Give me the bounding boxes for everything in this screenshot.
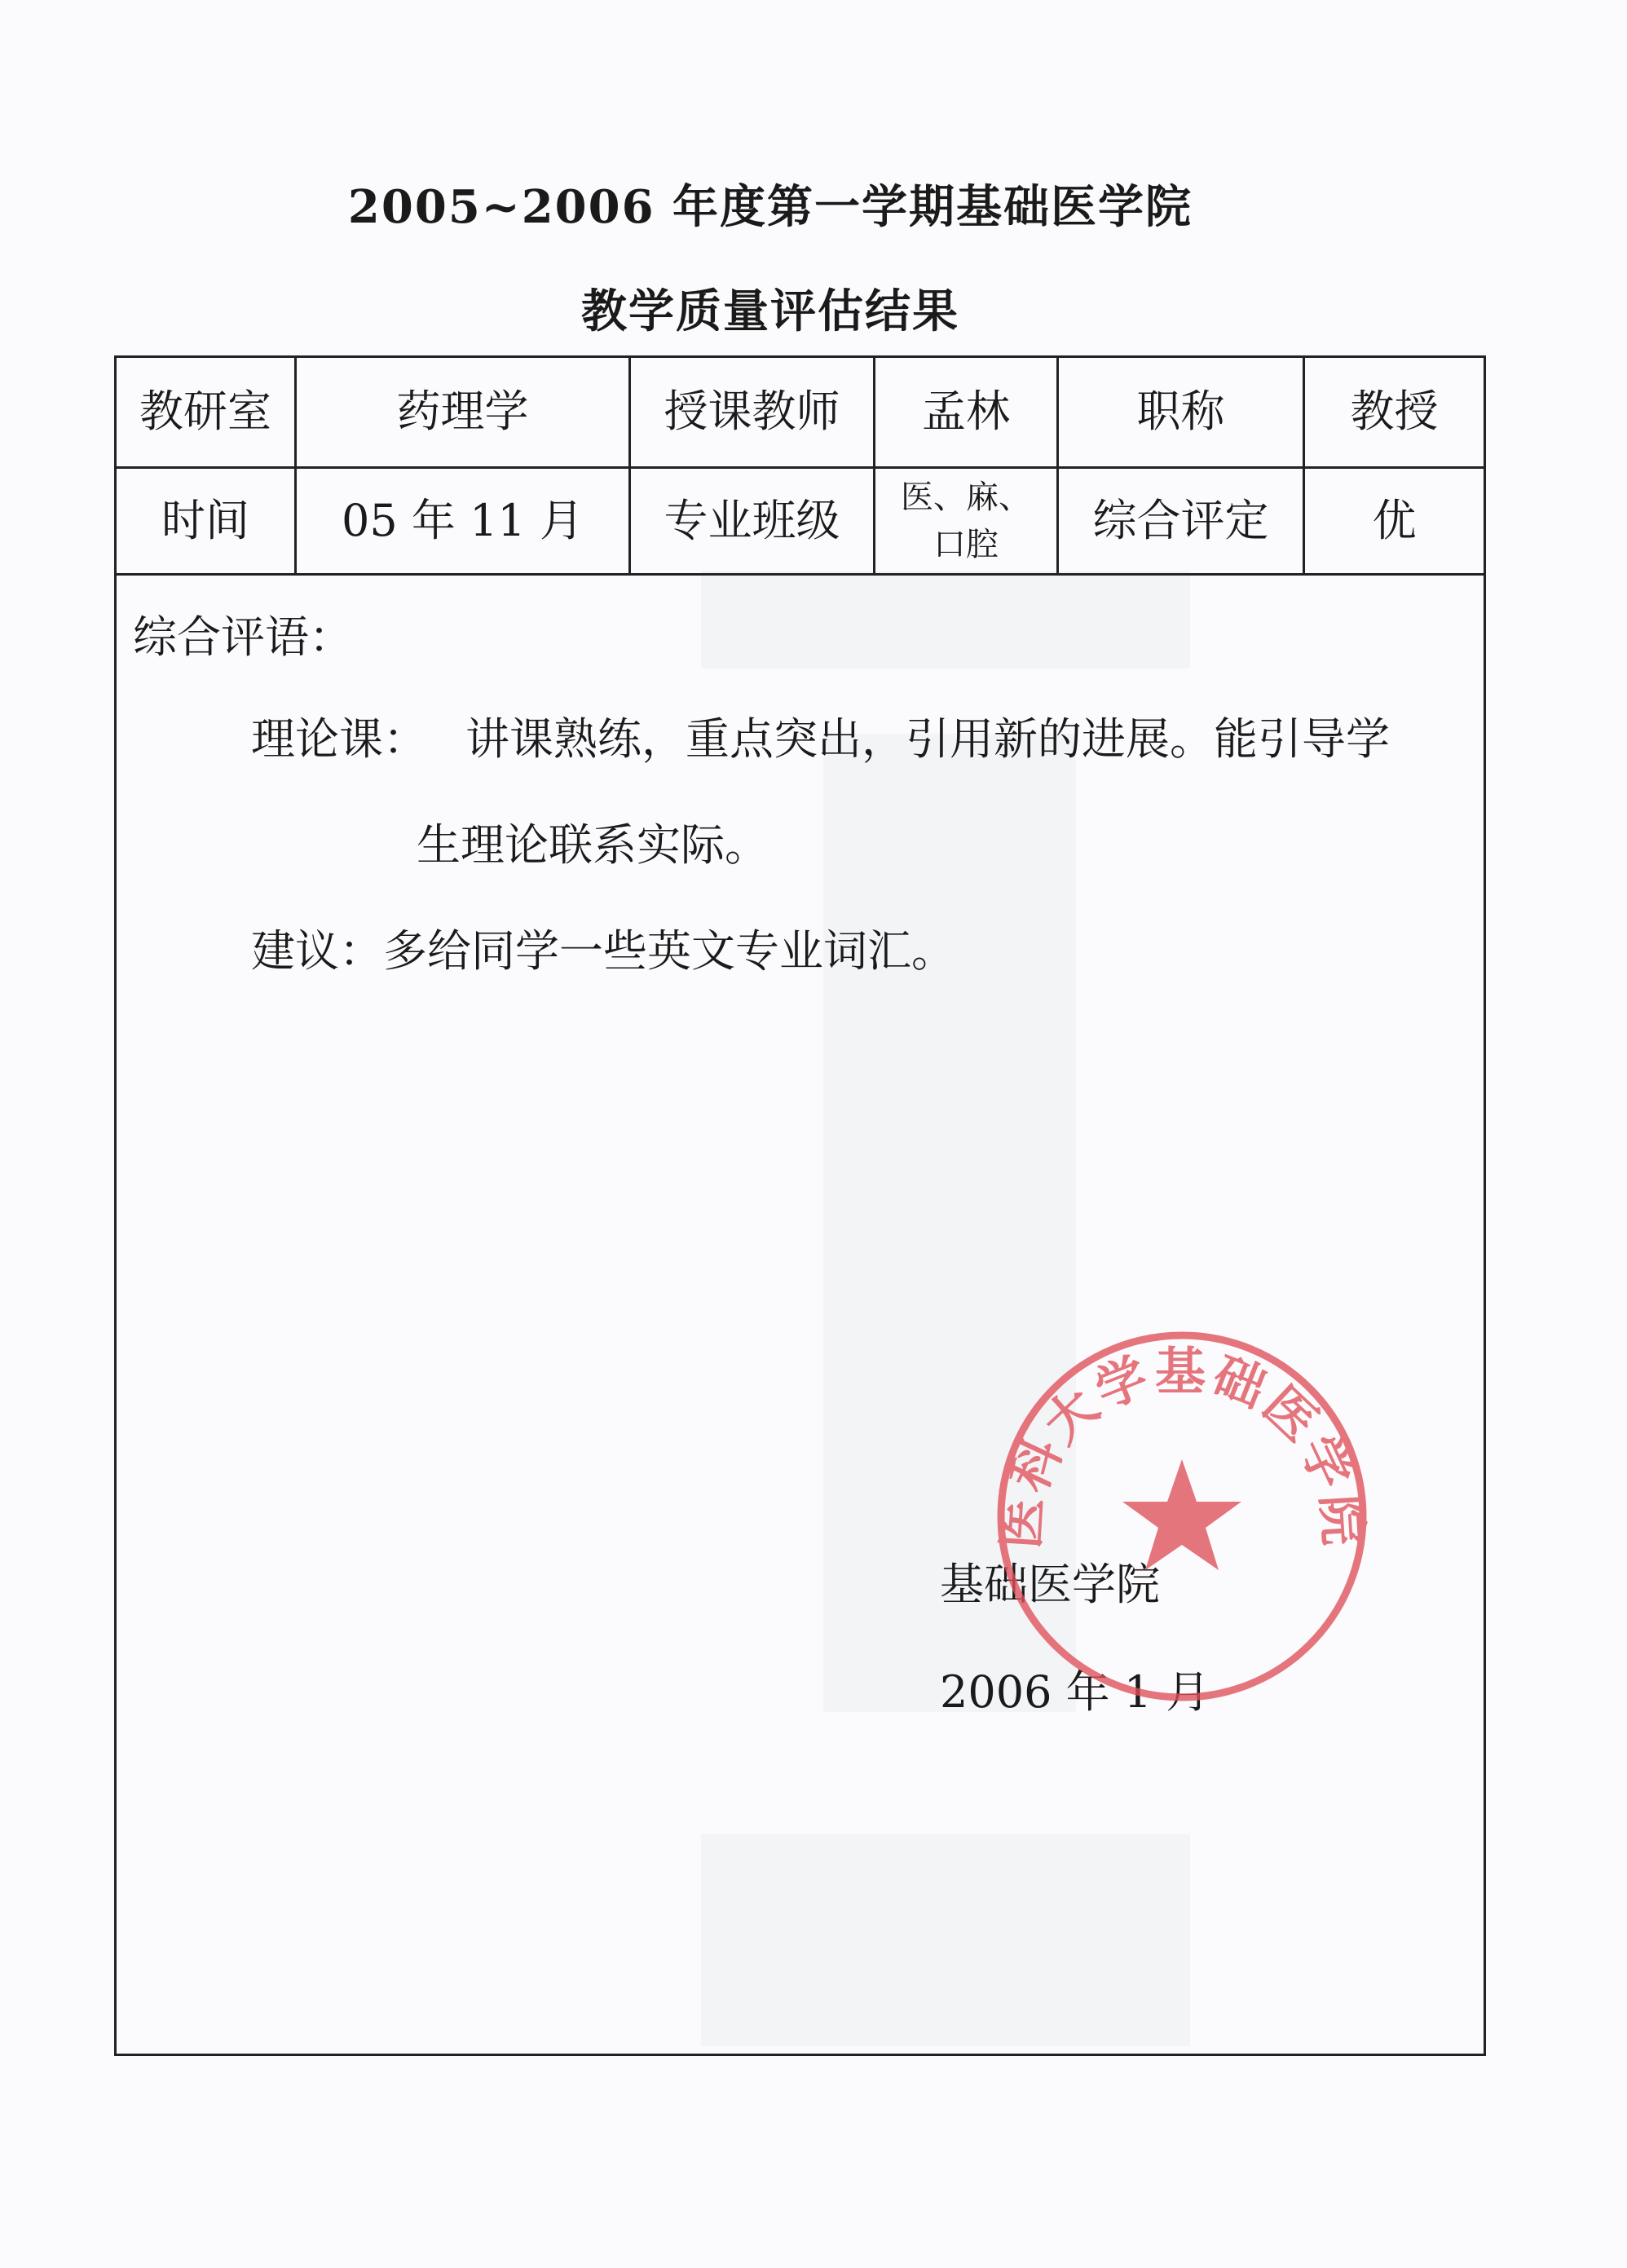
teacher-value: 孟林 [922,386,1010,438]
comments-heading: 综合评语： [133,611,353,663]
label-department: 教研室 [139,386,271,438]
rating-value: 优 [1372,494,1417,546]
theory-label: 理论课： [251,713,427,765]
theory-comment-line1: 讲课熟练，重点突出，引用新的进展。能引导学 [465,713,1390,765]
label-rating: 综合评定 [1092,494,1269,546]
department-value: 药理学 [396,386,529,438]
label-title: 职称 [1136,386,1225,438]
time-value: 05 年 11 月 [342,494,584,546]
seal-text: 医科大学基础医学院 [990,1341,1373,1551]
suggestion-text: 建议：多给同学一些英文专业词汇。 [251,925,955,977]
official-seal-icon [986,1321,1378,1712]
label-time: 时间 [161,494,249,546]
seal-star-icon [1122,1459,1241,1570]
evaluation-table [114,355,1486,2056]
label-class: 专业班级 [664,494,840,546]
table-row-divider [117,573,1484,576]
label-teacher: 授课教师 [664,386,840,438]
class-value-line1: 医、麻、 [901,479,1031,516]
signature-org: 基础医学院 [940,1559,1160,1610]
class-value-line2: 口腔 [933,526,999,563]
document-subtitle: 教学质量评估结果 [581,285,959,338]
class-value [875,469,1056,573]
signature-date: 2006 年 1 月 [940,1666,1210,1718]
theory-comment-line2: 生理论联系实际。 [417,819,769,871]
document-title: 2005~2006 年度第一学期基础医学院 [347,180,1193,234]
title-value: 教授 [1350,386,1439,438]
